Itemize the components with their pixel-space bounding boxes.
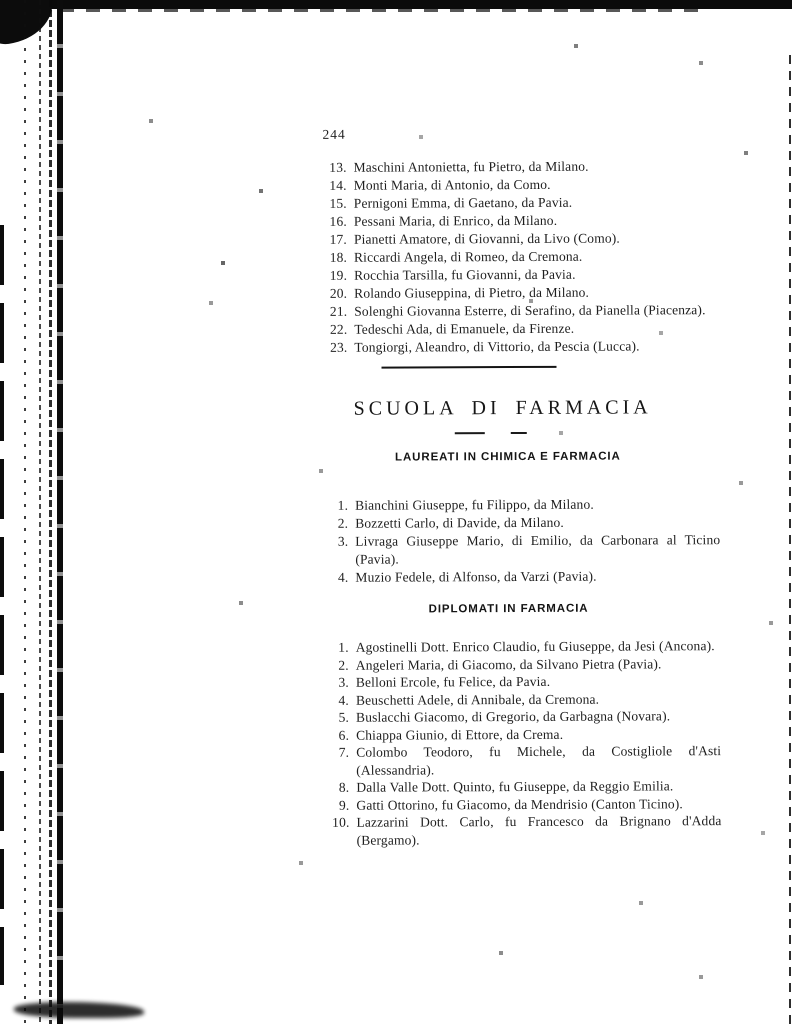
- item-text: Belloni Ercole, fu Felice, da Pavia.: [355, 673, 551, 690]
- subsection-heading-diplomati: DIPLOMATI IN FARMACIA: [428, 602, 589, 616]
- list-item: [323, 777, 721, 796]
- list-item: [321, 247, 719, 267]
- item-text: Maschini Antonietta, fu Pietro, da Milano.: [353, 158, 589, 175]
- subsection-heading-laureati: LAUREATI IN CHIMICA E FARMACIA: [395, 450, 621, 464]
- list-item: [321, 211, 719, 231]
- scan-noise: [0, 0, 2, 2]
- matriculation-list: [321, 157, 720, 357]
- item-text: Lazzarini Dott. Carlo, fu Francesco da Brignano d'Adda (Bergamo).: [356, 813, 722, 848]
- list-item: [321, 283, 719, 303]
- item-text: Angeleri Maria, di Giacomo, da Silvano Pietra (Pavia).: [355, 655, 662, 673]
- title-ornament: [322, 431, 660, 434]
- item-number: 7.: [338, 744, 350, 760]
- list-item: [321, 337, 719, 357]
- item-number: 14.: [329, 177, 347, 193]
- scan-right-edge: [789, 55, 791, 1024]
- list-item: [323, 672, 721, 691]
- list-item: [321, 229, 719, 249]
- item-number: 4.: [337, 569, 349, 585]
- item-text: Chiappa Giunio, di Ettore, da Crema.: [356, 726, 564, 743]
- item-number: 15.: [329, 195, 347, 211]
- scan-bottom-smudge: [14, 1002, 144, 1018]
- item-text: Bianchini Giuseppe, fu Filippo, da Milano.: [355, 496, 594, 513]
- page-content: [320, 119, 721, 849]
- list-item: [322, 513, 720, 533]
- item-number: 23.: [330, 339, 348, 355]
- item-number: 2.: [338, 657, 349, 673]
- item-number: 22.: [329, 321, 348, 337]
- item-number: 4.: [338, 692, 349, 708]
- binding-crease-line: [24, 0, 26, 1024]
- list-item: [323, 742, 721, 779]
- section-title: SCUOLA DI FARMACIA: [353, 396, 652, 420]
- item-number: 17.: [329, 231, 347, 247]
- item-text: Tongiorgi, Aleandro, di Vittorio, da Pescia (Lucca).: [354, 338, 640, 355]
- item-text: Muzio Fedele, di Alfonso, da Varzi (Pavia).: [355, 568, 597, 585]
- list-item: [321, 301, 719, 321]
- binding-crease-line: [39, 0, 41, 1024]
- binding-gutter-line: [57, 0, 63, 1024]
- binding-crease-line: [49, 0, 52, 1024]
- list-item: [323, 655, 721, 674]
- item-text: Beuschetti Adele, di Annibale, da Cremona.: [355, 691, 600, 708]
- item-text: Dalla Valle Dott. Quinto, fu Giuseppe, da Reggio Emilia.: [356, 778, 674, 795]
- item-text: Solenghi Giovanna Esterre, di Serafino, da Pianella (Piacenza).: [354, 302, 706, 319]
- item-number: 8.: [338, 779, 350, 795]
- list-item: [323, 637, 721, 656]
- list-item: [323, 690, 721, 709]
- item-text: Pessani Maria, di Enrico, da Milano.: [353, 212, 558, 229]
- list-item: [323, 725, 721, 744]
- item-text: Buslacchi Giacomo, di Gregorio, da Garbagna (Novara).: [355, 708, 671, 725]
- item-number: 1.: [338, 639, 349, 655]
- item-text: Monti Maria, di Antonio, da Como.: [353, 176, 551, 193]
- item-number: 21.: [329, 303, 348, 319]
- item-number: 2.: [337, 515, 349, 531]
- item-text: Rocchia Tarsilla, fu Giovanni, da Pavia.: [354, 266, 576, 283]
- diplomati-list: [323, 637, 722, 849]
- list-item: [321, 193, 719, 213]
- item-number: 16.: [329, 213, 347, 229]
- scan-top-edge-rough: [60, 9, 700, 12]
- item-number: 10.: [332, 814, 350, 830]
- list-item: [322, 567, 720, 587]
- item-text: Agostinelli Dott. Enrico Claudio, fu Giuseppe, da Jesi (Ancona).: [355, 638, 715, 655]
- scan-top-edge: [0, 0, 792, 9]
- list-item: [323, 812, 721, 849]
- item-number: 6.: [338, 727, 350, 743]
- list-item: [323, 707, 721, 726]
- item-text: Gatti Ottorino, fu Giacomo, da Mendrisio (Canton Ticino).: [356, 795, 683, 813]
- list-item: [321, 265, 719, 285]
- item-number: 19.: [329, 267, 348, 283]
- section-divider-rule: [381, 366, 556, 369]
- item-number: 3.: [338, 674, 349, 690]
- scan-left-edge: [0, 225, 4, 985]
- ornament-dash: [455, 432, 485, 434]
- list-item: [321, 319, 719, 339]
- list-item: [322, 531, 720, 569]
- list-item: [321, 157, 719, 177]
- page-number: 244: [322, 126, 346, 142]
- item-number: 13.: [329, 159, 347, 175]
- item-text: Riccardi Angela, di Romeo, da Cremona.: [353, 248, 583, 265]
- ornament-dash: [511, 432, 527, 434]
- list-item: [322, 495, 720, 515]
- item-text: Colombo Teodoro, fu Michele, da Costigliole d'Asti (Alessandria).: [356, 743, 722, 778]
- item-text: Pernigoni Emma, di Gaetano, da Pavia.: [353, 194, 573, 211]
- item-text: Bozzetti Carlo, di Davide, da Milano.: [355, 514, 564, 531]
- item-text: Pianetti Amatore, di Giovanni, da Livo (Como).: [353, 230, 620, 247]
- laureati-list: [322, 495, 720, 587]
- item-number: 18.: [329, 249, 348, 265]
- item-text: Tedeschi Ada, di Emanuele, da Firenze.: [354, 320, 575, 337]
- list-item: [321, 175, 719, 195]
- item-text: Livraga Giuseppe Mario, di Emilio, da Carbonara al Ticino (Pavia).: [355, 532, 721, 567]
- item-number: 3.: [337, 533, 349, 549]
- item-number: 5.: [338, 709, 350, 725]
- item-text: Rolando Giuseppina, di Pietro, da Milano.: [354, 284, 590, 301]
- item-number: 9.: [338, 797, 350, 813]
- list-item: [323, 795, 721, 814]
- item-number: 20.: [329, 285, 348, 301]
- item-number: 1.: [337, 497, 349, 513]
